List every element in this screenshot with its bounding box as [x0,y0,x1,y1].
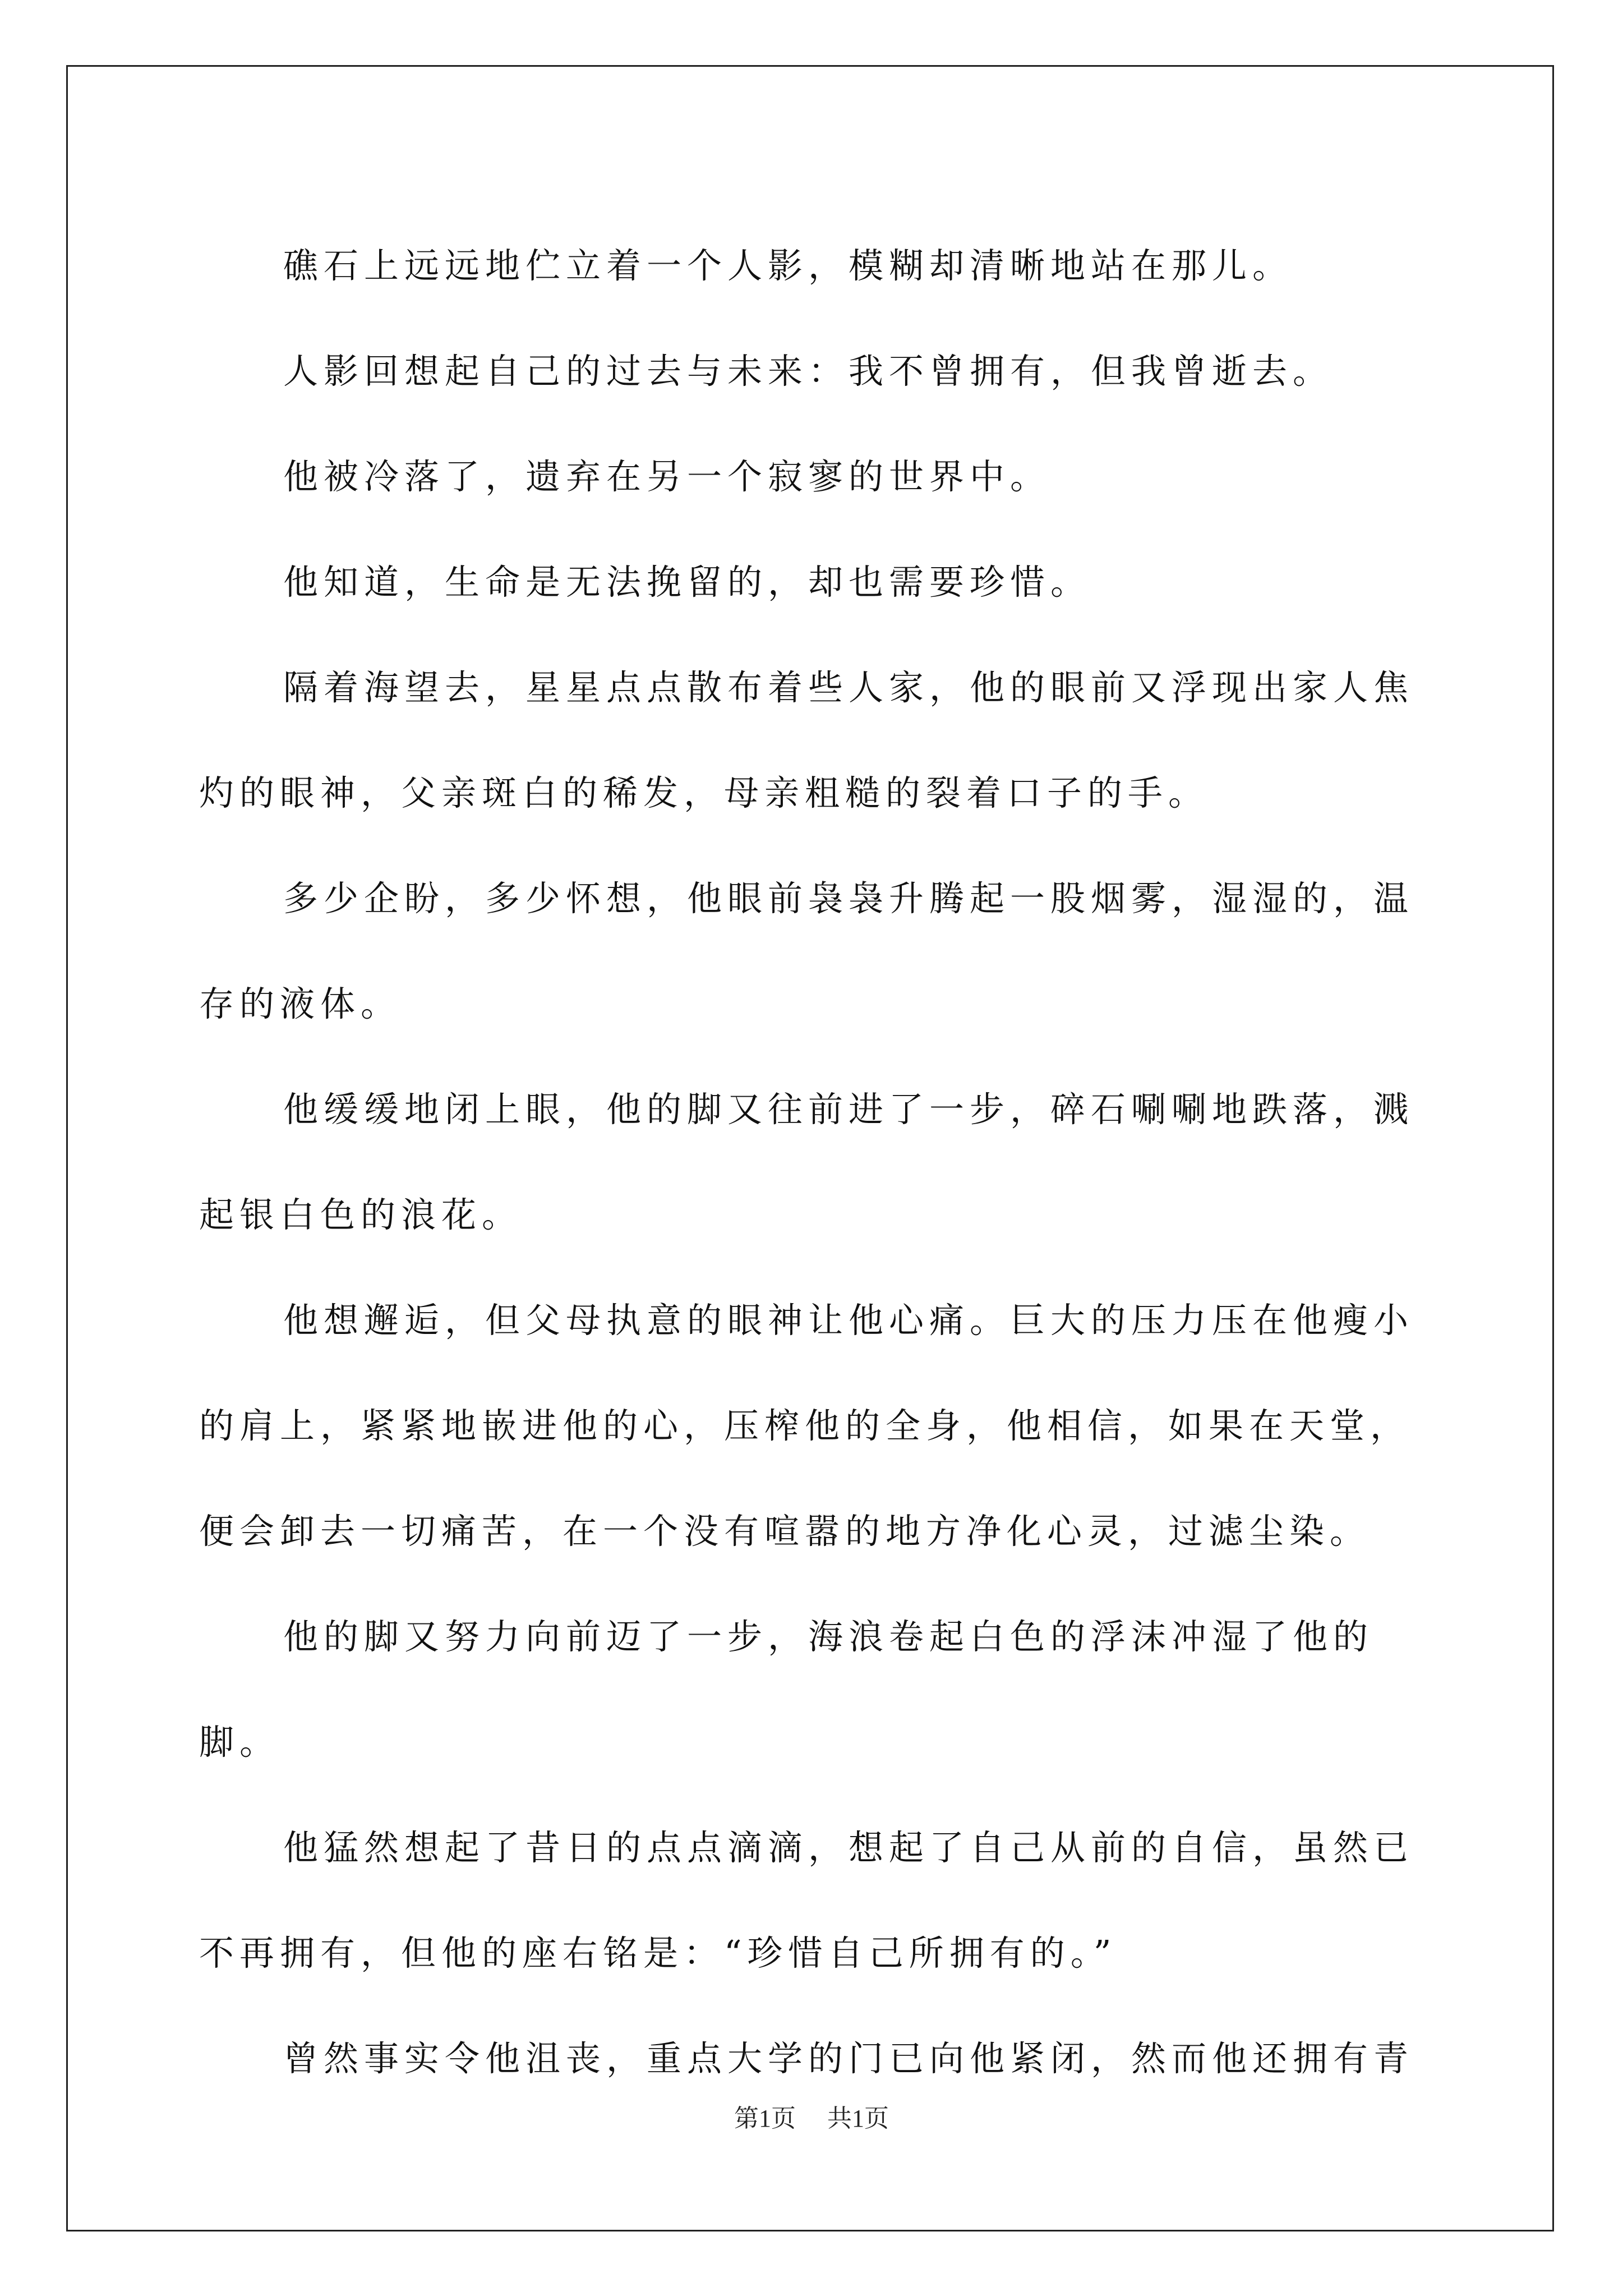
paragraph: 他被冷落了，遗弃在另一个寂寥的世界中。 [283,456,1051,497]
page-number-total: 共1页 [827,2105,889,2132]
paragraph: 他知道，生命是无法挽留的，却也需要珍惜。 [283,562,1091,602]
page-number-current: 第1页 [734,2105,796,2132]
paragraph: 曾然事实令他沮丧，重点大学的门已向他紧闭，然而他还拥有青 [283,2038,1414,2079]
paragraph: 他猛然想起了昔日的点点滴滴，想起了自己从前的自信，虽然已不再拥有，但他的座右铭是：“珍惜自己所拥有的。” [199,1827,1414,1973]
paragraph: 他缓缓地闭上眼，他的脚又往前进了一步，碎石唰唰地跌落，溅起银白色的浪花。 [199,1089,1414,1235]
page-footer [0,2098,1623,2134]
paragraph: 多少企盼，多少怀想，他眼前袅袅升腾起一股烟雾，湿湿的，温存的液体。 [199,878,1414,1024]
paragraph: 他的脚又努力向前迈了一步，海浪卷起白色的浮沫冲湿了他的脚。 [199,1616,1374,1763]
paragraph: 他想邂逅，但父母执意的眼神让他心痛。巨大的压力压在他瘦小的肩上，紧紧地嵌进他的心，压榨他的全身，他相信，如果在天堂，便会卸去一切痛苦，在一个没有喧嚣的地方净化心灵，过滤尘染。 [199,1300,1414,1552]
document-body [199,213,1422,2111]
paragraph: 礁石上远远地伫立着一个人影，模糊却清晰地站在那儿。 [283,245,1293,286]
paragraph: 隔着海望去，星星点点散布着些人家，他的眼前又浮现出家人焦灼的眼神，父亲斑白的稀发，母亲粗糙的裂着口子的手。 [199,667,1414,813]
paragraph: 人影回想起自己的过去与未来：我不曾拥有，但我曾逝去。 [283,351,1334,392]
